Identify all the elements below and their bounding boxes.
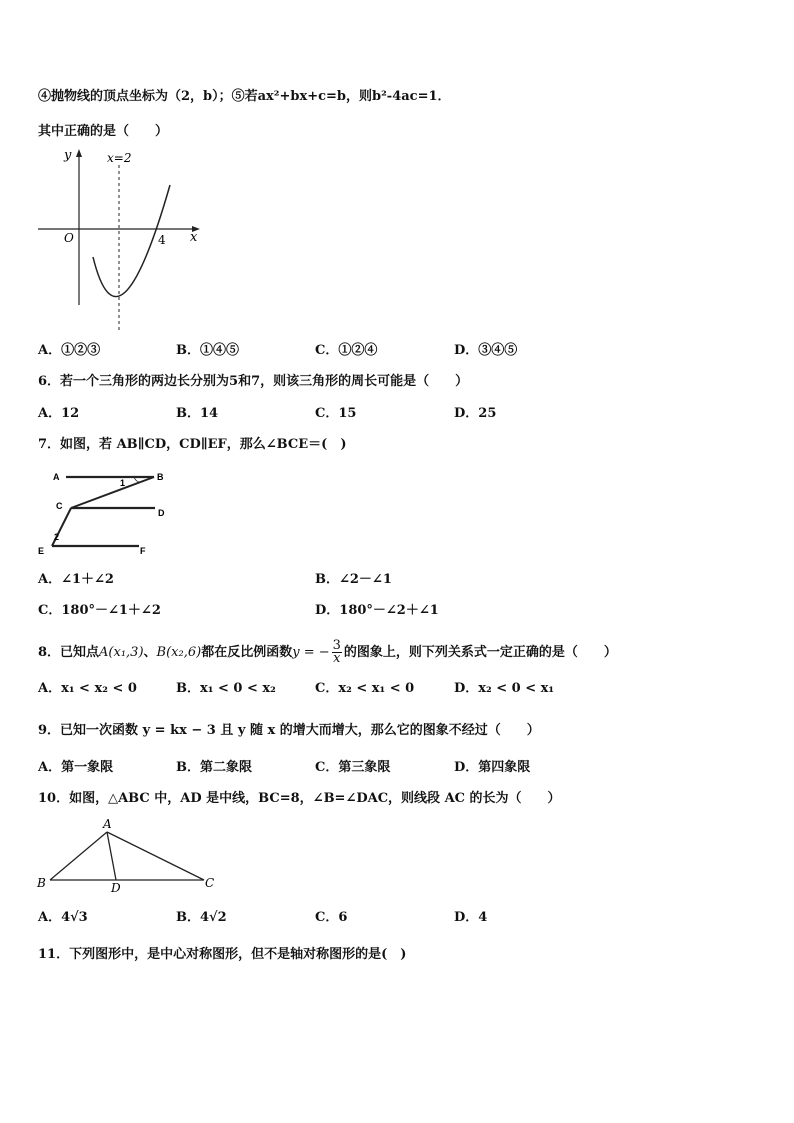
q9-option-a[interactable]: A．第一象限 <box>38 760 114 775</box>
q10-label-b: B <box>37 876 46 890</box>
q5-option-c[interactable]: C．①②④ <box>315 343 378 358</box>
q8-option-d[interactable]: D．x₂ < 0 < x₁ <box>454 681 555 696</box>
q5-origin-label: O <box>64 231 74 245</box>
q10-stem: 10．如图，△ABC 中，AD 是中线，BC=8，∠B=∠DAC，则线段 AC 的长为（ ） <box>38 791 561 806</box>
q8-option-b[interactable]: B．x₁ < 0 < x₂ <box>176 681 276 696</box>
q7-label-c: C <box>56 501 63 511</box>
q7-stem: 7．如图，若 AB∥CD，CD∥EF，那么∠BCE＝( ) <box>38 437 347 452</box>
q7-parallel-lines-figure <box>36 466 176 558</box>
q9-option-d[interactable]: D．第四象限 <box>454 760 531 775</box>
q10-label-c: C <box>205 876 215 890</box>
q7-label-d: D <box>158 508 165 518</box>
q7-option-d[interactable]: D．180°－∠2＋∠1 <box>315 603 439 618</box>
q8-option-c[interactable]: C．x₂ < x₁ < 0 <box>315 681 415 696</box>
q7-label-a: A <box>53 472 60 482</box>
q8-function-lhs: y = − <box>292 645 330 660</box>
q5-x-label: x <box>190 230 198 245</box>
q8-stem-c: 的图象上，则下列关系式一定正确的是（ ） <box>343 645 617 660</box>
q6-option-c[interactable]: C．15 <box>315 406 357 421</box>
q9-option-b[interactable]: B．第二象限 <box>176 760 252 775</box>
q8-stem-a: 8．已知点 <box>38 645 100 660</box>
q7-label-e: E <box>38 546 45 556</box>
q8-point-a: A(x₁,3) <box>99 645 144 660</box>
q8-point-b: B(x₂,6) <box>156 645 202 660</box>
q5-parabola-graph <box>36 145 206 335</box>
q7-option-a[interactable]: A．∠1＋∠2 <box>38 572 114 587</box>
q5-prompt: 其中正确的是（ ） <box>38 124 169 139</box>
q9-option-c[interactable]: C．第三象限 <box>315 760 391 775</box>
q5-axis-label: x=2 <box>107 151 132 165</box>
q5-option-a[interactable]: A．①②③ <box>38 343 101 358</box>
q10-label-d: D <box>111 881 121 895</box>
q5-continuation: ④抛物线的顶点坐标为（2，b）；⑤若ax²+bx+c=b，则b²-4ac=1． <box>38 89 451 104</box>
q8-stem <box>38 640 617 665</box>
q10-triangle-figure <box>36 816 226 896</box>
q5-option-b[interactable]: B．①④⑤ <box>176 343 239 358</box>
q11-stem: 11．下列图形中，是中心对称图形，但不是轴对称图形的是( ) <box>38 947 407 962</box>
q8-option-a[interactable]: A．x₁ < x₂ < 0 <box>38 681 137 696</box>
q7-angle-1: 1 <box>120 478 126 488</box>
q7-label-b: B <box>157 472 164 482</box>
q5-root-label: 4 <box>158 233 166 247</box>
q8-frac-denominator: x <box>333 651 341 666</box>
q5-option-d[interactable]: D．③④⑤ <box>454 343 518 358</box>
q8-stem-b: 都在反比例函数 <box>201 645 293 660</box>
q8-frac-numerator: 3 <box>332 638 341 653</box>
q10-option-d[interactable]: D．4 <box>454 910 488 925</box>
q8-fraction <box>332 640 342 665</box>
q7-option-b[interactable]: B．∠2－∠1 <box>315 572 392 587</box>
q7-angle-2: 2 <box>54 532 60 542</box>
q6-option-b[interactable]: B．14 <box>176 406 219 421</box>
q10-label-a: A <box>103 817 112 831</box>
q9-stem: 9．已知一次函数 y = kx − 3 且 y 随 x 的增大而增大，那么它的图象不经过（ ） <box>38 723 540 738</box>
q5-y-label: y <box>64 148 72 163</box>
q10-option-b[interactable]: B．4√2 <box>176 910 227 925</box>
q10-option-c[interactable]: C．6 <box>315 910 348 925</box>
q6-option-d[interactable]: D．25 <box>454 406 497 421</box>
q6-stem: 6．若一个三角形的两边长分别为5和7，则该三角形的周长可能是（ ） <box>38 374 469 389</box>
q8-separator: 、 <box>143 645 157 660</box>
q6-option-a[interactable]: A．12 <box>38 406 80 421</box>
q7-label-f: F <box>140 546 146 556</box>
q7-option-c[interactable]: C．180°－∠1＋∠2 <box>38 603 161 618</box>
q10-option-a[interactable]: A．4√3 <box>38 910 88 925</box>
